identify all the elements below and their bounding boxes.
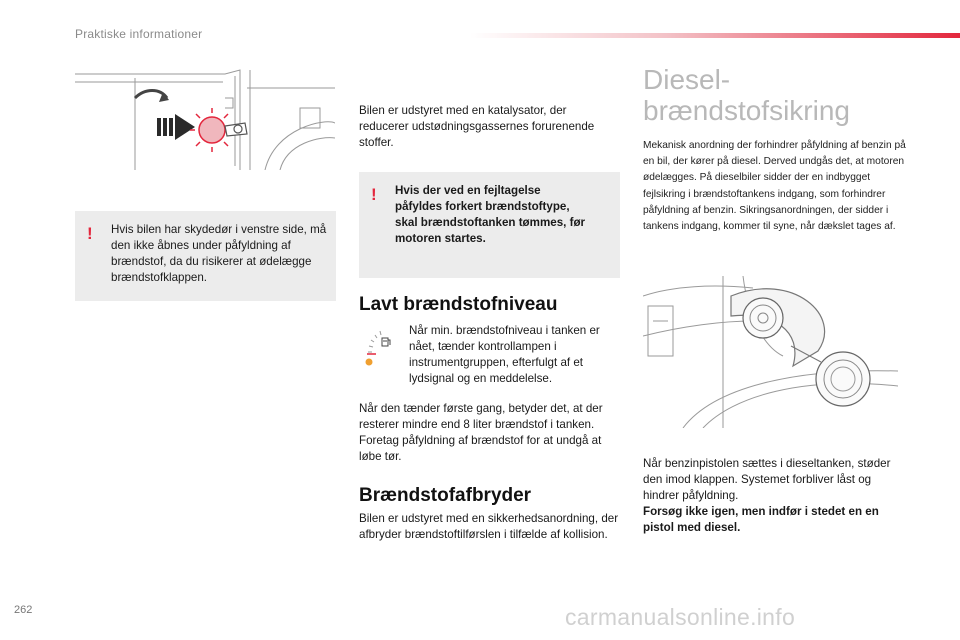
sliding-door-warning-text: Hvis bilen har skydedør i venstre side, må den ikke åbnes under påfyldning af brændstof, da du risikerer at ødelægge brændstofklappen. xyxy=(111,223,327,284)
catalyst-text: Bilen er udstyret med en katalysator, der reducerer udstødningsgassernes forurenende stoffer. xyxy=(359,104,595,149)
header-accent-bar xyxy=(470,33,960,38)
sliding-door-illustration xyxy=(75,68,335,170)
diesel-heading-line2: brændstofsikring xyxy=(643,95,850,126)
watermark: carmanualsonline.info xyxy=(565,604,796,630)
diesel-heading xyxy=(643,64,850,126)
fuel-cutoff-text: Bilen er udstyret med en sikkerhedsanordning, der afbryder brændstoftilførslen i tilfælde af kollision. xyxy=(359,512,619,541)
fuel-pump-icon xyxy=(382,338,390,346)
diesel-heading-line1: Diesel- xyxy=(643,64,731,95)
low-fuel-heading: Lavt brændstofniveau xyxy=(359,294,558,315)
wrong-fuel-warning-box xyxy=(359,172,620,278)
diesel-note-text: Når benzinpistolen sættes i dieseltanken, støder den imod klappen. Systemet forbliver låst og hindrer påfyldning. xyxy=(643,457,891,502)
fuel-gauge-icon xyxy=(364,326,398,370)
diesel-note-bold: Forsøg ikke igen, men indfør i stedet en en pistol med diesel. xyxy=(643,505,879,534)
page-number: 262 xyxy=(14,604,33,616)
section-title: Praktiske informationer xyxy=(75,27,203,41)
diesel-note xyxy=(643,456,903,536)
fuel-cutoff-heading: Brændstofafbryder xyxy=(359,485,532,506)
warning-exclamation-icon: ! xyxy=(371,185,377,204)
low-fuel-text-2: Når den tænder første gang, betyder det, at der resterer mindre end 8 liter brændstof i tanken. Foretag påfyldning af brændstof for at undgå at løbe tør. xyxy=(359,402,603,463)
diesel-description: Mekanisk anordning der forhindrer påfyldning af benzin på en bil, der kører på diesel. Derved undgås det, at motoren ødelægges. På dieselbiler sidder der en indbygget fejlsikring i brændstoftankens indgang, som forhindrer påfyldning af benzin. Sikringsanordningen, der sidder i tankens indgang, kommer til syne, når dækslet tages af. xyxy=(643,140,906,233)
sliding-door-warning-box xyxy=(75,211,336,301)
fuel-filler-illustration xyxy=(643,276,898,428)
warning-exclamation-icon: ! xyxy=(87,224,93,243)
low-fuel-text: Når min. brændstofniveau i tanken er nået, tænder kontrollampen i instrumentgruppen, efterfulgt af et lydsignal og en meddelelse. xyxy=(409,324,600,385)
wrong-fuel-warning-text: Hvis der ved en fejltagelse påfyldes forkert brændstoftype, skal brændstoftanken tømmes, før motoren startes. xyxy=(395,184,586,245)
